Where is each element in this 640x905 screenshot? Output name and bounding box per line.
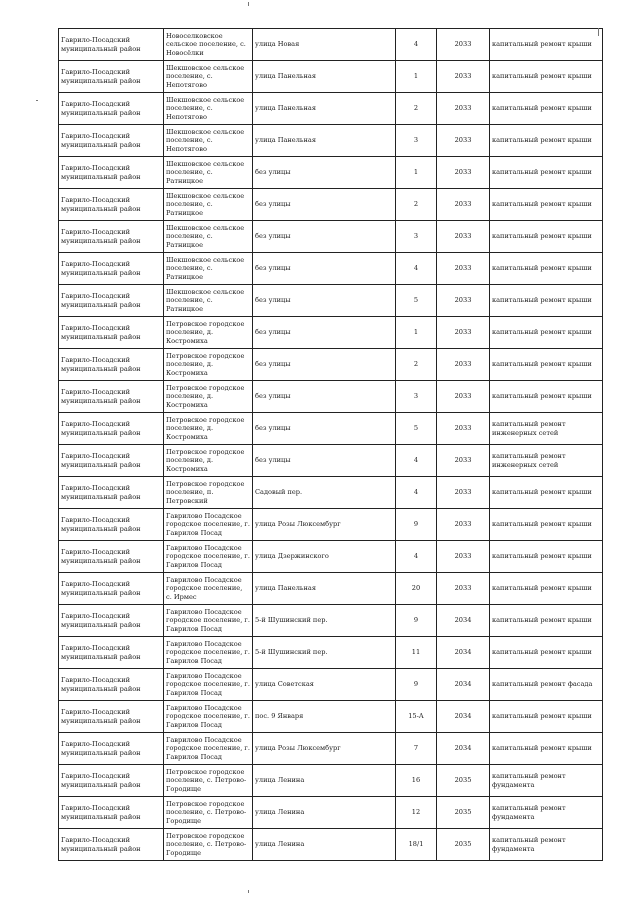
settlement-cell: Гаврилово Посадское городское поселение, г. Гаврилов Посад [164,701,253,733]
scan-speck [248,2,249,6]
house-number-cell: 7 [396,733,437,765]
settlement-cell: Петровское городское поселение, п. Петровский [164,477,253,509]
district-cell: Гаврило-Посадский муниципальный район [59,93,164,125]
house-number-cell: 12 [396,797,437,829]
district-cell: Гаврило-Посадский муниципальный район [59,541,164,573]
year-cell: 2033 [437,349,490,381]
work-type-cell: капитальный ремонт крыши [490,253,603,285]
street-cell: без улицы [253,221,396,253]
table-row [59,797,603,829]
street-cell: улица Советская [253,669,396,701]
district-cell: Гаврило-Посадский муниципальный район [59,477,164,509]
settlement-cell: Петровское городское поселение, д. Костромиха [164,445,253,477]
work-type-cell: капитальный ремонт крыши [490,125,603,157]
table-row [59,669,603,701]
year-cell: 2033 [437,285,490,317]
district-cell: Гаврило-Посадский муниципальный район [59,669,164,701]
house-number-cell: 18/1 [396,829,437,861]
house-number-cell: 3 [396,381,437,413]
work-type-cell: капитальный ремонт фасада [490,669,603,701]
year-cell: 2033 [437,253,490,285]
work-type-cell: капитальный ремонт крыши [490,637,603,669]
house-number-cell: 5 [396,413,437,445]
settlement-cell: Гаврилово Посадское городское поселение, г. Гаврилов Посад [164,541,253,573]
year-cell: 2035 [437,765,490,797]
table-row [59,733,603,765]
table-row [59,125,603,157]
street-cell: улица Панельная [253,93,396,125]
street-cell: без улицы [253,349,396,381]
house-number-cell: 4 [396,541,437,573]
settlement-cell: Петровское городское поселение, д. Костромиха [164,413,253,445]
district-cell: Гаврило-Посадский муниципальный район [59,445,164,477]
table-row [59,445,603,477]
house-number-cell: 5 [396,285,437,317]
settlement-cell: Шекшовское сельское поселение, с. Ратницкое [164,285,253,317]
district-cell: Гаврило-Посадский муниципальный район [59,285,164,317]
table-row [59,573,603,605]
year-cell: 2033 [437,477,490,509]
table-row [59,157,603,189]
year-cell: 2033 [437,509,490,541]
table-row [59,29,603,61]
work-type-cell: капитальный ремонт крыши [490,285,603,317]
street-cell: без улицы [253,445,396,477]
table-row [59,253,603,285]
district-cell: Гаврило-Посадский муниципальный район [59,573,164,605]
table-row [59,541,603,573]
year-cell: 2034 [437,637,490,669]
house-number-cell: 2 [396,93,437,125]
district-cell: Гаврило-Посадский муниципальный район [59,797,164,829]
district-cell: Гаврило-Посадский муниципальный район [59,509,164,541]
district-cell: Гаврило-Посадский муниципальный район [59,765,164,797]
year-cell: 2034 [437,669,490,701]
street-cell: пос. 9 Января [253,701,396,733]
district-cell: Гаврило-Посадский муниципальный район [59,29,164,61]
settlement-cell: Гаврилово Посадское городское поселение, г. Гаврилов Посад [164,605,253,637]
table-row [59,285,603,317]
work-type-cell: капитальный ремонт крыши [490,573,603,605]
street-cell: без улицы [253,381,396,413]
house-number-cell: 15-А [396,701,437,733]
house-number-cell: 1 [396,157,437,189]
house-number-cell: 4 [396,445,437,477]
settlement-cell: Гаврилово Посадское городское поселение, г. Гаврилов Посад [164,669,253,701]
house-number-cell: 9 [396,669,437,701]
street-cell: без улицы [253,157,396,189]
work-type-cell: капитальный ремонт крыши [490,221,603,253]
street-cell: улица Ленина [253,797,396,829]
street-cell: улица Розы Люксембург [253,733,396,765]
street-cell: 5-й Шушинский пер. [253,605,396,637]
settlement-cell: Петровское городское поселение, с. Петрово-Городище [164,829,253,861]
district-cell: Гаврило-Посадский муниципальный район [59,381,164,413]
street-cell: улица Розы Люксембург [253,509,396,541]
district-cell: Гаврило-Посадский муниципальный район [59,637,164,669]
settlement-cell: Шекшовское сельское поселение, с. Непотягово [164,93,253,125]
settlement-cell: Новоселковское сельское поселение, с. Новосёлки [164,29,253,61]
table-row [59,509,603,541]
settlement-cell: Гаврилово Посадское городское поселение, г. Гаврилов Посад [164,733,253,765]
house-number-cell: 4 [396,477,437,509]
document-page [58,28,603,861]
settlement-cell: Гаврилово Посадское городское поселение, г. Гаврилов Посад [164,509,253,541]
work-type-cell: капитальный ремонт фундамента [490,765,603,797]
table-row [59,317,603,349]
settlement-cell: Петровское городское поселение, д. Костромиха [164,317,253,349]
settlement-cell: Шекшовское сельское поселение, с. Ратницкое [164,189,253,221]
house-number-cell: 1 [396,317,437,349]
settlement-cell: Петровское городское поселение, с. Петрово-Городище [164,765,253,797]
district-cell: Гаврило-Посадский муниципальный район [59,61,164,93]
work-type-cell: капитальный ремонт крыши [490,605,603,637]
settlement-cell: Гаврилово Посадское городское поселение, г. Гаврилов Посад [164,637,253,669]
street-cell: улица Дзержинского [253,541,396,573]
street-cell: без улицы [253,253,396,285]
street-cell: улица Панельная [253,61,396,93]
table-row [59,637,603,669]
table-row [59,221,603,253]
house-number-cell: 11 [396,637,437,669]
district-cell: Гаврило-Посадский муниципальный район [59,349,164,381]
year-cell: 2034 [437,701,490,733]
work-type-cell: капитальный ремонт крыши [490,349,603,381]
settlement-cell: Петровское городское поселение, д. Костромиха [164,349,253,381]
district-cell: Гаврило-Посадский муниципальный район [59,829,164,861]
table-row [59,413,603,445]
year-cell: 2034 [437,733,490,765]
table-row [59,61,603,93]
year-cell: 2033 [437,189,490,221]
settlement-cell: Шекшовское сельское поселение, с. Непотягово [164,61,253,93]
year-cell: 2033 [437,445,490,477]
district-cell: Гаврило-Посадский муниципальный район [59,701,164,733]
scan-speck [598,28,599,36]
work-type-cell: капитальный ремонт фундамента [490,797,603,829]
year-cell: 2033 [437,317,490,349]
house-number-cell: 9 [396,605,437,637]
district-cell: Гаврило-Посадский муниципальный район [59,221,164,253]
work-type-cell: капитальный ремонт инженерных сетей [490,445,603,477]
street-cell: без улицы [253,285,396,317]
work-type-cell: капитальный ремонт фундамента [490,829,603,861]
street-cell: Садовый пер. [253,477,396,509]
table-row [59,93,603,125]
work-type-cell: капитальный ремонт крыши [490,509,603,541]
scan-speck [36,100,38,101]
house-number-cell: 3 [396,221,437,253]
district-cell: Гаврило-Посадский муниципальный район [59,253,164,285]
work-type-cell: капитальный ремонт крыши [490,189,603,221]
district-cell: Гаврило-Посадский муниципальный район [59,413,164,445]
street-cell: без улицы [253,317,396,349]
table-row [59,381,603,413]
year-cell: 2033 [437,93,490,125]
year-cell: 2033 [437,125,490,157]
street-cell: улица Ленина [253,765,396,797]
repair-schedule-table [58,28,603,861]
table-row [59,477,603,509]
work-type-cell: капитальный ремонт крыши [490,381,603,413]
year-cell: 2035 [437,797,490,829]
house-number-cell: 2 [396,189,437,221]
year-cell: 2035 [437,829,490,861]
work-type-cell: капитальный ремонт крыши [490,317,603,349]
table-row [59,605,603,637]
scan-speck [248,890,249,893]
settlement-cell: Петровское городское поселение, с. Петрово-Городище [164,797,253,829]
year-cell: 2033 [437,221,490,253]
settlement-cell: Шекшовское сельское поселение, с. Ратницкое [164,157,253,189]
work-type-cell: капитальный ремонт крыши [490,61,603,93]
year-cell: 2033 [437,61,490,93]
house-number-cell: 3 [396,125,437,157]
year-cell: 2033 [437,381,490,413]
work-type-cell: капитальный ремонт крыши [490,29,603,61]
table-row [59,349,603,381]
house-number-cell: 4 [396,253,437,285]
house-number-cell: 1 [396,61,437,93]
house-number-cell: 20 [396,573,437,605]
settlement-cell: Шекшовское сельское поселение, с. Ратницкое [164,221,253,253]
work-type-cell: капитальный ремонт крыши [490,701,603,733]
street-cell: 5-й Шушинский пер. [253,637,396,669]
house-number-cell: 9 [396,509,437,541]
work-type-cell: капитальный ремонт крыши [490,93,603,125]
house-number-cell: 4 [396,29,437,61]
district-cell: Гаврило-Посадский муниципальный район [59,189,164,221]
table-row [59,765,603,797]
district-cell: Гаврило-Посадский муниципальный район [59,605,164,637]
settlement-cell: Гаврилово Посадское городское поселение, с. Ирмес [164,573,253,605]
year-cell: 2033 [437,541,490,573]
work-type-cell: капитальный ремонт крыши [490,541,603,573]
table-row [59,829,603,861]
work-type-cell: капитальный ремонт инженерных сетей [490,413,603,445]
house-number-cell: 16 [396,765,437,797]
work-type-cell: капитальный ремонт крыши [490,477,603,509]
street-cell: улица Ленина [253,829,396,861]
street-cell: улица Новая [253,29,396,61]
district-cell: Гаврило-Посадский муниципальный район [59,157,164,189]
street-cell: улица Панельная [253,573,396,605]
year-cell: 2033 [437,413,490,445]
settlement-cell: Петровское городское поселение, д. Костромиха [164,381,253,413]
street-cell: без улицы [253,189,396,221]
district-cell: Гаврило-Посадский муниципальный район [59,317,164,349]
year-cell: 2034 [437,605,490,637]
year-cell: 2033 [437,29,490,61]
settlement-cell: Шекшовское сельское поселение, с. Непотягово [164,125,253,157]
table-body [59,29,603,861]
house-number-cell: 2 [396,349,437,381]
street-cell: без улицы [253,413,396,445]
street-cell: улица Панельная [253,125,396,157]
work-type-cell: капитальный ремонт крыши [490,733,603,765]
table-row [59,189,603,221]
district-cell: Гаврило-Посадский муниципальный район [59,733,164,765]
district-cell: Гаврило-Посадский муниципальный район [59,125,164,157]
work-type-cell: капитальный ремонт крыши [490,157,603,189]
year-cell: 2033 [437,157,490,189]
settlement-cell: Шекшовское сельское поселение, с. Ратницкое [164,253,253,285]
table-row [59,701,603,733]
year-cell: 2033 [437,573,490,605]
